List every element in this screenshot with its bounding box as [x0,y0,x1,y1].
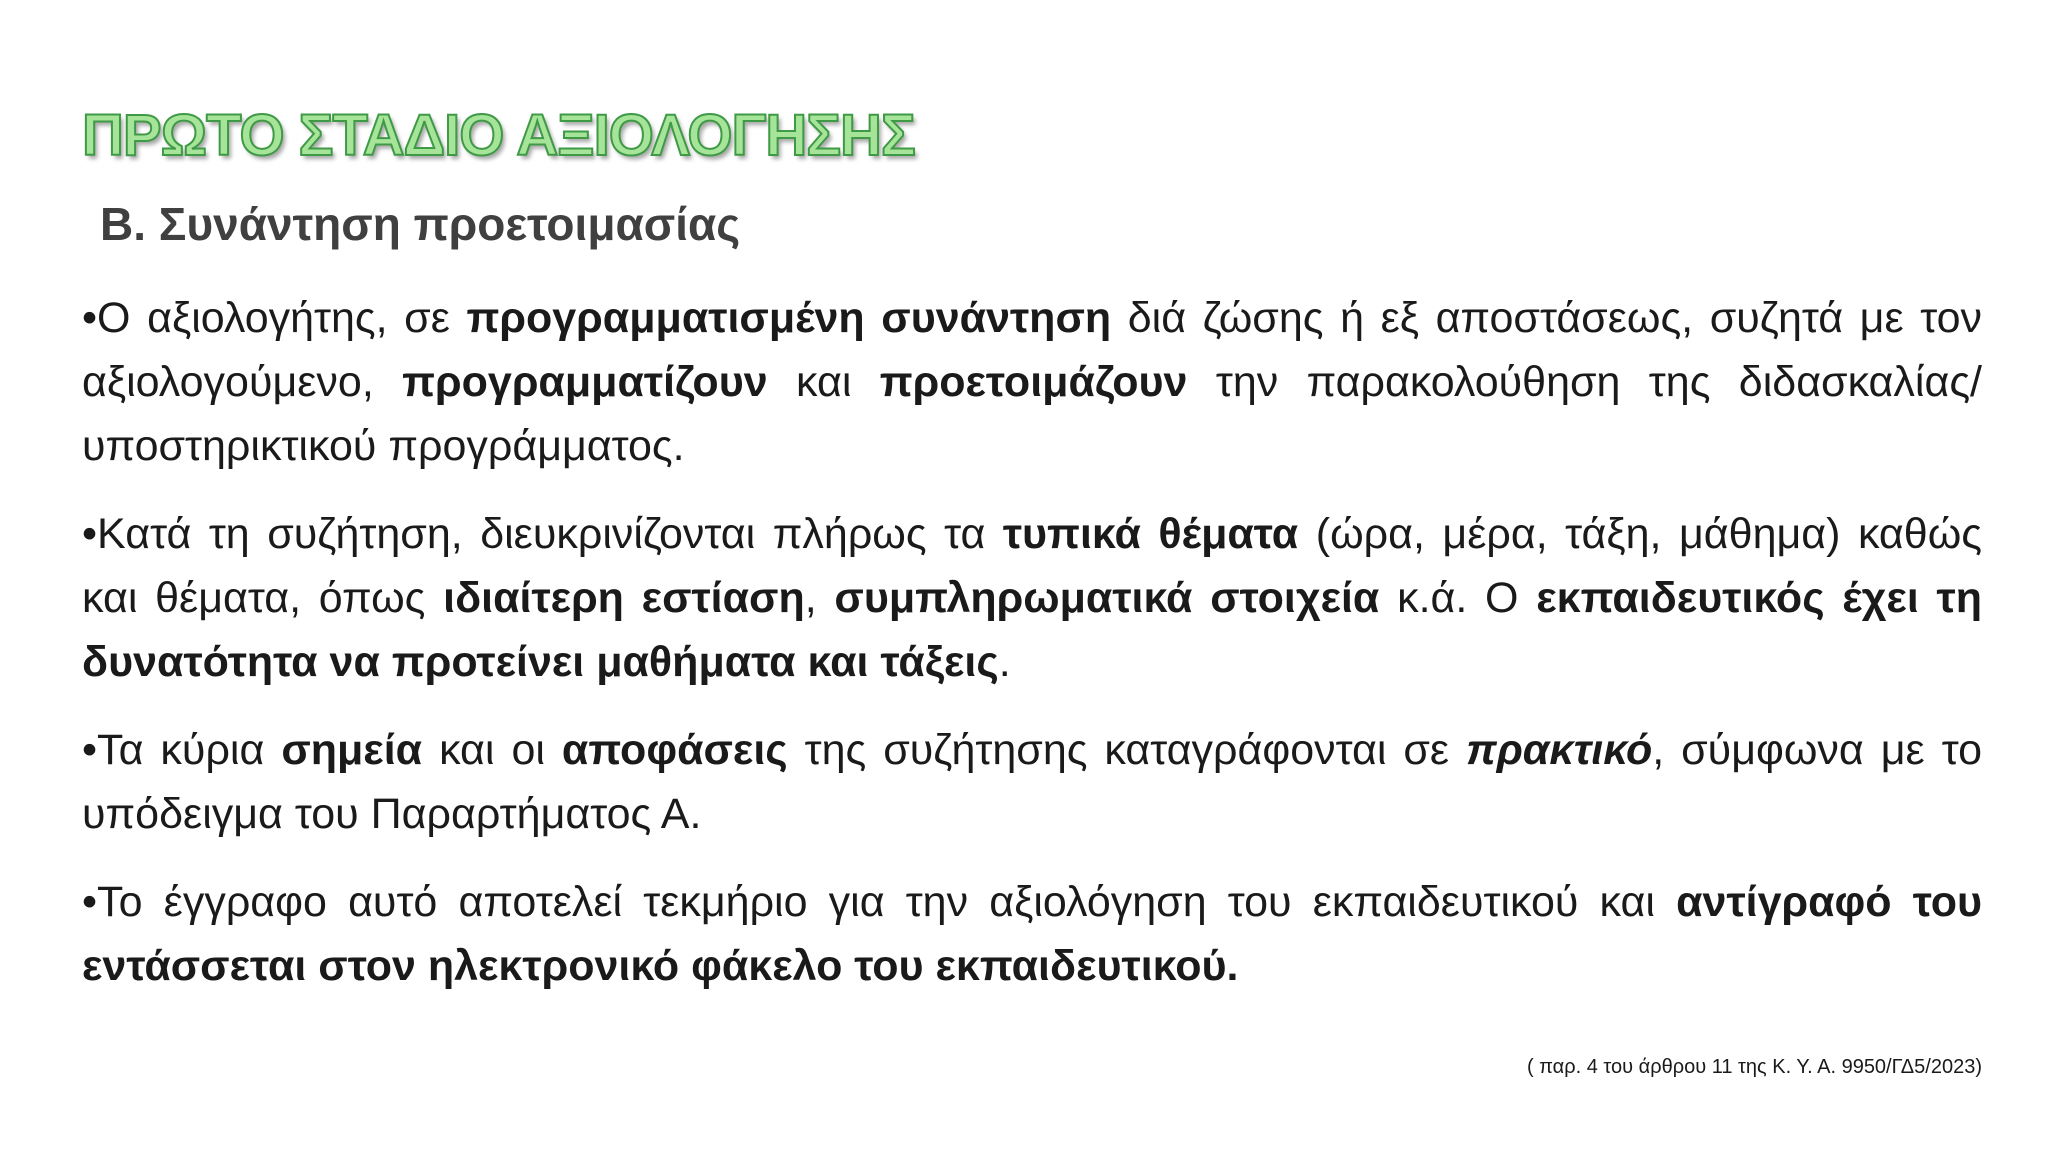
text-run-bold: αντίγραφό του εντάσσεται στον ηλεκτρονικό φάκελο του εκπαιδευτικού. [82,878,1982,990]
text-run: •Το έγγραφο αυτό αποτελεί τεκμήριο για την αξιολόγηση του εκπαιδευτικού και [82,878,1677,926]
slide-body [82,286,1982,1022]
slide-title: ΠΡΩΤΟ ΣΤΑΔΙΟ ΑΞΙΟΛΟΓΗΣΗΣ [82,103,915,168]
bullet-paragraph [82,502,1982,694]
bullet-paragraph [82,718,1982,846]
text-run-bold: προγραμματίζουν [402,358,768,406]
text-run: και οι [422,726,562,774]
text-run: (ώρα, μέρα, τάξη, μάθημα) καθώς και θέματα, όπως [82,510,1982,622]
text-run-bold: εκπαιδευτικός έχει τη δυνατότητα να προτείνει μαθήματα και τάξεις [82,574,1982,686]
text-run-bold: προγραμματισμένη συνάντηση [466,294,1112,342]
text-run: , [804,574,835,622]
text-run: την παρακολούθηση της διδασκαλίας/ υποστηρικτικού προγράμματος. [82,358,1983,470]
text-run: της συζήτησης καταγράφονται σε [787,726,1467,774]
text-run: •Κατά τη συζήτηση, διευκρινίζονται πλήρως τα [82,510,1003,558]
text-run-bold: προετοιμάζουν [879,358,1188,406]
slide-subtitle: B. Συνάντηση προετοιμασίας [100,198,741,250]
text-run-bold: συμπληρωματικά στοιχεία [834,574,1380,622]
text-run-bold: ιδιαίτερη εστίαση [443,574,805,622]
text-run: •Τα κύρια [82,726,282,774]
text-run-bold: τυπικά θέματα [1002,510,1299,558]
text-run-bold: αποφάσεις [561,726,788,774]
legal-reference: ( παρ. 4 του άρθρου 11 της Κ. Υ. Α. 9950/ΓΔ5/2023) [1526,1056,1982,1078]
text-run: , σύμφωνα με το υπόδειγμα του Παραρτήματος Α. [82,726,1982,838]
text-run: κ.ά. Ο [1379,574,1537,622]
text-run-bold-italic: πρακτικό [1466,726,1653,774]
text-run: διά ζώσης ή εξ αποστάσεως, συζητά με τον αξιολογούμενο, [82,294,1982,406]
text-run: και [767,358,880,406]
text-run-bold: σημεία [281,726,423,774]
text-run: . [998,638,1011,686]
text-run: •Ο αξιολογήτης, σε [82,294,467,342]
bullet-paragraph [82,286,1982,478]
bullet-paragraph [82,870,1982,998]
